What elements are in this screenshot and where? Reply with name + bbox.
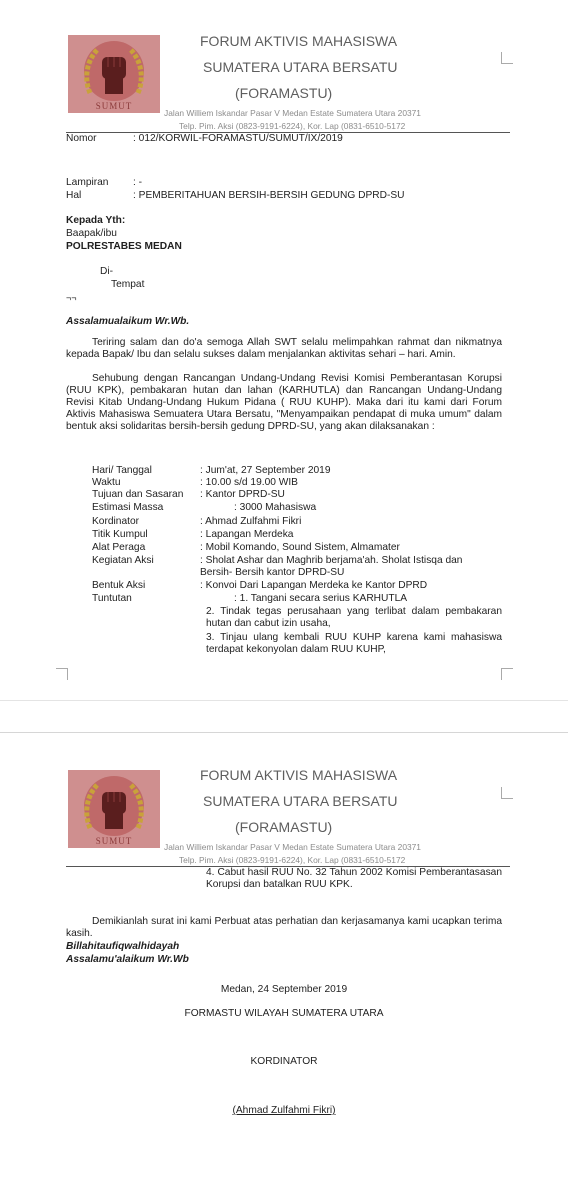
page-corner-mark [501, 668, 513, 680]
signature-name: (Ahmad Zulfahmi Fikri) [232, 1105, 336, 1116]
letterhead-phones: Telp. Pim. Aksi (0823-9191-6224), Kor. Lap (0831-6510-5172 [179, 121, 406, 131]
detail-value: : Lapangan Merdeka [200, 529, 294, 540]
page-separator [0, 700, 568, 733]
detail-value: : Jum'at, 27 September 2019 [200, 465, 331, 476]
letterhead-line-3: (FORAMASTU) [235, 819, 333, 835]
paragraph-1 [66, 337, 502, 361]
recipient-salutation: Baapak/ibu [66, 228, 117, 239]
recipient-mark: ¬¬ [66, 293, 77, 303]
detail-label: Kegiatan Aksi [92, 555, 154, 566]
letterhead-line-2: SUMATERA UTARA BERSATU [203, 793, 398, 809]
detail-label: Tuntutan [92, 593, 132, 604]
closing-salam: Assalamu'alaikum Wr.Wb [66, 954, 189, 965]
paragraph-2 [66, 373, 502, 433]
detail-label: Waktu [92, 477, 121, 488]
demand-2: 2. Tindak tegas perusahaan yang terlibat dalam pembakaran hutan dan cabut izin usaha, [206, 606, 502, 629]
detail-value: : Sholat Ashar dan Maghrib berjama'ah. Sholat Istisqa dan Bersih- Bersih kantor DPRD-SU [200, 555, 463, 578]
greeting: Assalamualaikum Wr.Wb. [66, 316, 190, 327]
detail-label: Kordinator [92, 516, 140, 527]
nomor-value: : 012/KORWIL-FORAMASTU/SUMUT/IX/2019 [133, 133, 343, 144]
lampiran-label: Lampiran [66, 177, 109, 188]
letterhead-line-1: FORUM AKTIVIS MAHASISWA [200, 33, 398, 49]
detail-value: : 10.00 s/d 19.00 WIB [200, 477, 298, 488]
detail-value: : Konvoi Dari Lapangan Merdeka ke Kantor DPRD [200, 580, 428, 591]
nomor-label: Nomor [66, 133, 97, 144]
detail-label: Titik Kumpul [92, 529, 148, 540]
paragraph-2-text: Sehubung dengan Rancangan Undang-Undang Revisi Komisi Pemberantasan Korupsi (RUU KPK), pembakaran hutan dan lahan (KARHUTLA) dan Rancangan Undang-Undang Revisi Kitab Undang-Undang Hukum Pidana ( RUU KUHP). Maka dari itu kami dari Forum Aktivis Mahasiswa Semuatera Utara Bersatu, "Menyampaikan pendapat di muka umum" dalam bentuk aksi solidaritas bersih-bersih gedung DPRD-SU, yang akan dilaksanakan : [66, 373, 502, 432]
detail-label: Hari/ Tanggal [92, 465, 152, 476]
detail-label: Alat Peraga [92, 542, 146, 553]
recipient-name: POLRESTABES MEDAN [66, 241, 182, 252]
detail-label: Tujuan dan Sasaran [92, 489, 184, 500]
recipient-di: Di- [100, 266, 114, 277]
logo-text: SUMUT [95, 836, 133, 846]
demand-1: : 1. Tangani secara serius KARHUTLA [234, 593, 408, 604]
recipient-tempat: Tempat [111, 279, 145, 290]
letter-page-2 [0, 733, 568, 1200]
foramastu-logo [68, 770, 160, 848]
closing-text: Demikianlah surat ini kami Perbuat atas perhatian dan kerjasamanya kami ucapkan terima kasih. [66, 916, 502, 939]
paragraph-1-text: Teriring salam dan do'a semoga Allah SWT selalu melimpahkan rahmat dan nikmatnya kepada Bapak/ Ibu dan selalu sukses dalam menjalankan aktivitas sehari – hari. Amin. [66, 337, 502, 360]
detail-label: Bentuk Aksi [92, 580, 146, 591]
detail-value: : Mobil Komando, Sound Sistem, Almamater [200, 542, 400, 553]
letterhead-address: Jalan Williem Iskandar Pasar V Medan Estate Sumatera Utara 20371 [164, 842, 421, 852]
letterhead-line-1: FORUM AKTIVIS MAHASISWA [200, 767, 398, 783]
letterhead-line-3: (FORAMASTU) [235, 85, 333, 101]
letterhead-line-2: SUMATERA UTARA BERSATU [203, 59, 398, 75]
letterhead-address: Jalan Williem Iskandar Pasar V Medan Estate Sumatera Utara 20371 [164, 108, 421, 118]
letterhead-phones: Telp. Pim. Aksi (0823-9191-6224), Kor. Lap (0831-6510-5172 [179, 855, 406, 865]
page-corner-mark [56, 668, 68, 680]
lampiran-value: : - [133, 177, 143, 188]
demand-4: 4. Cabut hasil RUU No. 32 Tahun 2002 Komisi Pemberantasasan Korupsi dan batalkan RUU KPK. [206, 867, 502, 890]
signature-date: Medan, 24 September 2019 [220, 984, 348, 995]
page-corner-mark [501, 787, 513, 799]
detail-label: Estimasi Massa [92, 502, 164, 513]
hal-value: : PEMBERITAHUAN BERSIH-BERSIH GEDUNG DPRD-SU [133, 190, 405, 201]
detail-value: : 3000 Mahasiswa [234, 502, 317, 513]
detail-value: : Ahmad Zulfahmi Fikri [200, 516, 302, 527]
demand-3: 3. Tinjau ulang kembali RUU KUHP karena kami mahasiswa terdapat kekonyolan dalam RUU KUHP, [206, 632, 502, 655]
closing-paragraph [66, 916, 502, 940]
logo-text: SUMUT [95, 101, 133, 111]
signature-role: KORDINATOR [250, 1056, 318, 1067]
page-corner-mark [501, 52, 513, 64]
detail-value: : Kantor DPRD-SU [200, 489, 285, 500]
closing-billahi: Billahitaufiqwalhidayah [66, 941, 180, 952]
recipient-kepada: Kepada Yth: [66, 215, 126, 226]
hal-label: Hal [66, 190, 82, 201]
foramastu-logo [68, 35, 160, 113]
signature-org: FORMASTU WILAYAH SUMATERA UTARA [184, 1008, 384, 1019]
